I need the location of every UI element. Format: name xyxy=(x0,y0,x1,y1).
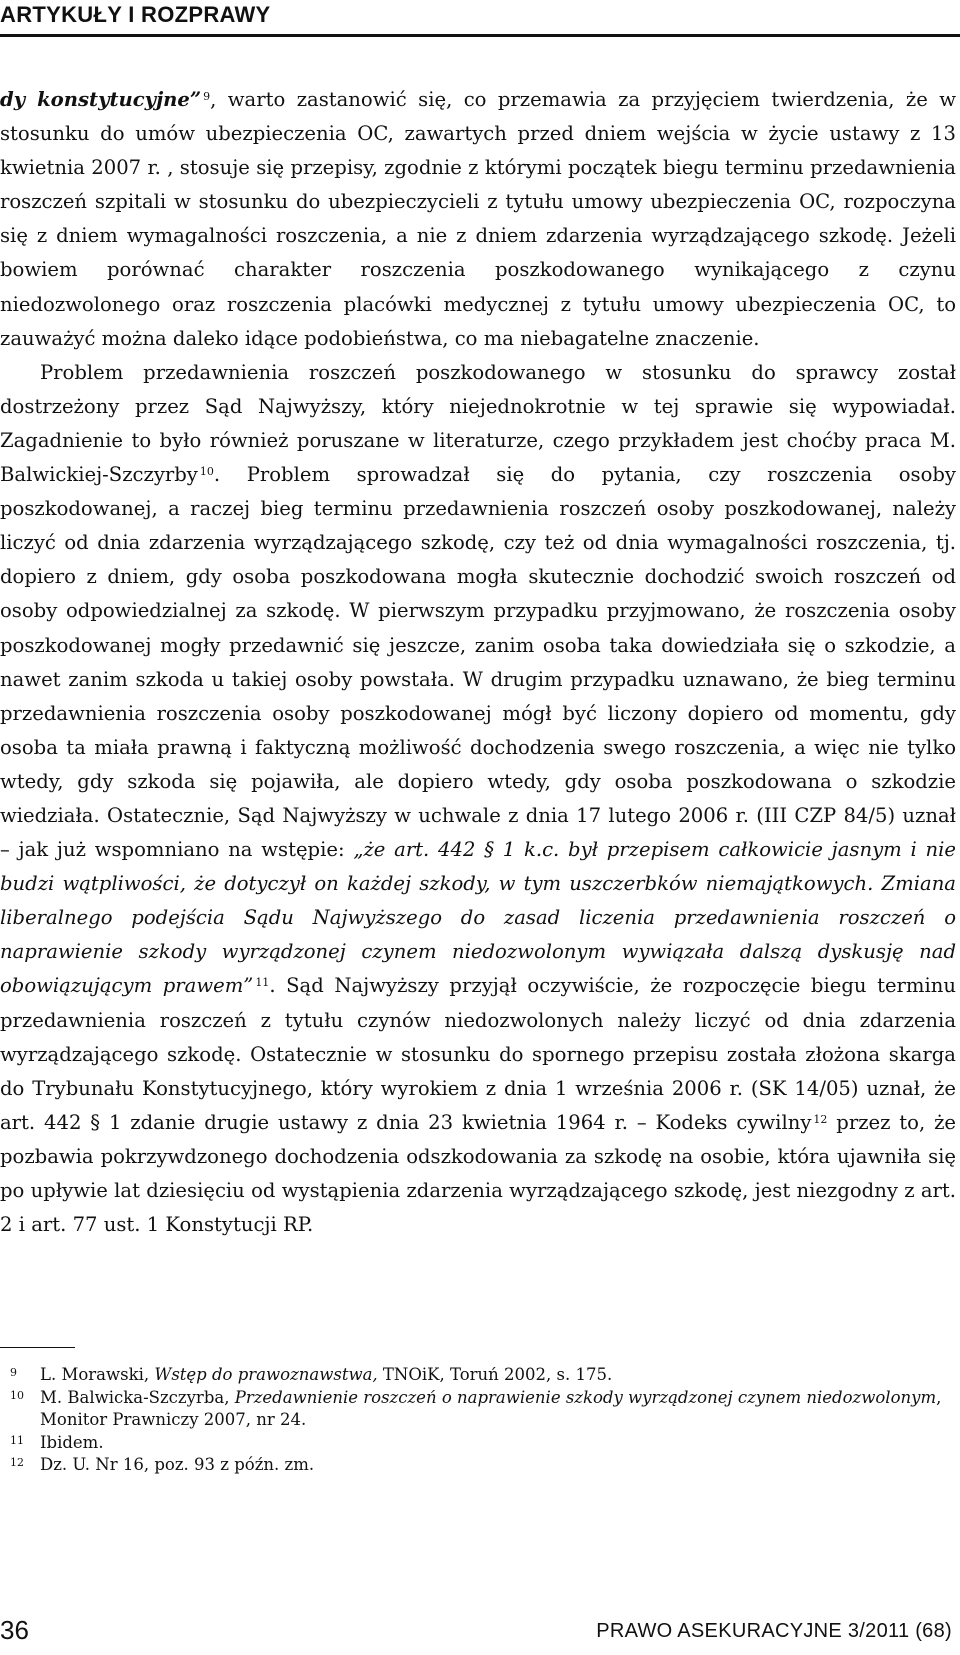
footnote-text: Ibidem. xyxy=(40,1432,104,1452)
paragraph-text: . Sąd Najwyższy przyjął oczywiście, że rozpoczęcie biegu terminu przedawnienia roszczeń z tytułu czynów niedozwolonych należy liczyć od dnia zdarzenia wyrządzającego szkodę. Ostatecznie w stosunku do spornego przepisu została złożona skarga do Trybunału Konstytucyjnego, który wyrokiem z dnia 1 września 2006 r. (SK 14/05) uznał, że art. 442 § 1 zdanie drugie ustawy z dnia 23 kwietnia 1964 r. – Kodeks cywilny xyxy=(0,974,956,1134)
footnote-title: Przedawnienie roszczeń o naprawienie szkody wyrządzonej czynem niedozwolonym xyxy=(234,1387,937,1407)
footnote xyxy=(0,1387,956,1432)
journal-name: PRAWO ASEKURACYJNE 3/2011 (68) xyxy=(596,1620,952,1642)
paragraph-text: przez to, że pozbawia pokrzywdzonego dochodzenia odszkodowania za szkodę na osobie, która ujawniła się po upływie lat dziesięciu od wystąpienia zdarzenia wyrządzającego szkodę, jest niezgodny z art. 2 i art. 77 ust. 1 Konstytucji RP. xyxy=(0,1110,956,1237)
page-number: 36 xyxy=(0,1615,29,1645)
page-footer xyxy=(0,1610,960,1650)
paragraph-text: , warto zastanowić się, co przemawia za przyjęciem twierdzenia, że w stosunku do umów ubezpieczenia OC, zawartych przed dniem wejścia w życie ustawy z 13 kwietnia 2007 r. , stosuje się przepisy, zgodnie z którymi początek biegu terminu przedawnienia roszczeń szpitali w stosunku do ubezpieczycieli z tytułu umowy ubezpieczenia OC, rozpoczyna się z dniem wymagalności roszczenia, a nie z dniem zdarzenia wyrządzającego szkodę. Jeżeli bowiem porównać charakter roszczenia poszkodowanego wynikającego z czynu niedozwolonego oraz roszczenia placówki medycznej z tytułu umowy ubezpieczenia OC, to zauważyć można daleko idące podobieństwa, co ma niebagatelne znaczenie. xyxy=(0,88,956,350)
footnote-ref-12[interactable]: 12 xyxy=(813,1112,828,1126)
footnote-number: 9 xyxy=(10,1366,17,1379)
footnote-ref-10[interactable]: 10 xyxy=(199,465,214,479)
footnote-number: 12 xyxy=(10,1456,24,1469)
footnote xyxy=(0,1454,956,1477)
footnote-title: Wstęp do prawoznawstwa, xyxy=(154,1365,378,1384)
footnote-text: , Monitor Prawniczy 2007, nr 24. xyxy=(40,1387,942,1429)
paragraph xyxy=(0,356,956,1242)
footnote-number: 11 xyxy=(10,1433,24,1447)
italic-quote-fragment: dy konstytucyjne” xyxy=(0,88,202,111)
paragraph xyxy=(0,83,956,356)
footnote xyxy=(0,1432,956,1455)
footnote-number: 10 xyxy=(10,1388,24,1402)
running-header xyxy=(0,0,960,37)
article-body xyxy=(0,83,956,1242)
footnote-text: L. Morawski, xyxy=(40,1365,155,1384)
footnotes xyxy=(0,1364,956,1477)
footnote-divider xyxy=(0,1347,75,1348)
footnote-text: M. Balwicka-Szczyrba, xyxy=(40,1387,235,1407)
footnote-text: Dz. U. Nr 16, poz. 93 z późn. zm. xyxy=(40,1455,315,1474)
footnote-ref-11[interactable]: 11 xyxy=(255,976,270,990)
footnote xyxy=(0,1364,956,1387)
footnote-ref-9[interactable]: 9 xyxy=(203,90,211,103)
section-title: ARTYKUŁY I ROZPRAWY xyxy=(0,2,271,27)
footnote-text: TNOiK, Toruń 2002, s. 175. xyxy=(377,1365,613,1384)
paragraph-text: Problem przedawnienia roszczeń poszkodowanego w stosunku do sprawcy został dostrzeżony przez Sąd Najwyższy, który niejednokrotnie w tej sprawie się wypowiadał. Zagadnienie to było również poruszane w literaturze, czego przykładem jest choćby praca M. Balwickiej-Szczyrby xyxy=(0,360,956,487)
italic-quote: „że art. 442 § 1 k.c. był przepisem całkowicie jasnym i nie budzi wątpliwości, że dotyczył on każdej szkody, w tym uszczerbków niemajątkowych. Zmiana liberalnego podejścia Sądu Najwyższego do zasad liczenia przedawnienia roszczeń o naprawienie szkody wyrządzonej czynem niedozwolonym wywiązała dalszą dyskusję nad obowiązującym prawem” xyxy=(0,838,957,998)
paragraph-text: . Problem sprowadzał się do pytania, czy roszczenia osoby poszkodowanej, a raczej bieg terminu przedawnienia roszczeń osoby poszkodowanej, należy liczyć od dnia zdarzenia wyrządzającego szkodę, czy też od dnia wymagalności roszczenia, tj. dopiero z dniem, gdy osoba poszkodowana mogła skutecznie dochodzić swoich roszczeń od osoby odpowiedzialnej za szkodę. W pierwszym przypadku przyjmowano, że roszczenia osoby poszkodowanej mogły przedawnić się jeszcze, zanim osoba taka dowiedziała się o szkodzie, a nawet zanim szkoda u takiej osoby powstała. W drugim przypadku uznawano, że bieg terminu przedawnienia roszczenia osoby poszkodowanej mógł być liczony dopiero od momentu, gdy osoba ta miała prawną i faktyczną możliwość dochodzenia swego roszczenia, a więc nie tylko wtedy, gdy szkoda się pojawiła, ale dopiero wtedy, gdy osoba poszkodowana o szkodzie wiedziała. Ostatecznie, Sąd Najwyższy w uchwale z dnia 17 lutego 2006 r. (III CZP 84/5) uznał – jak już wspomniano na wstępie: xyxy=(0,463,956,862)
